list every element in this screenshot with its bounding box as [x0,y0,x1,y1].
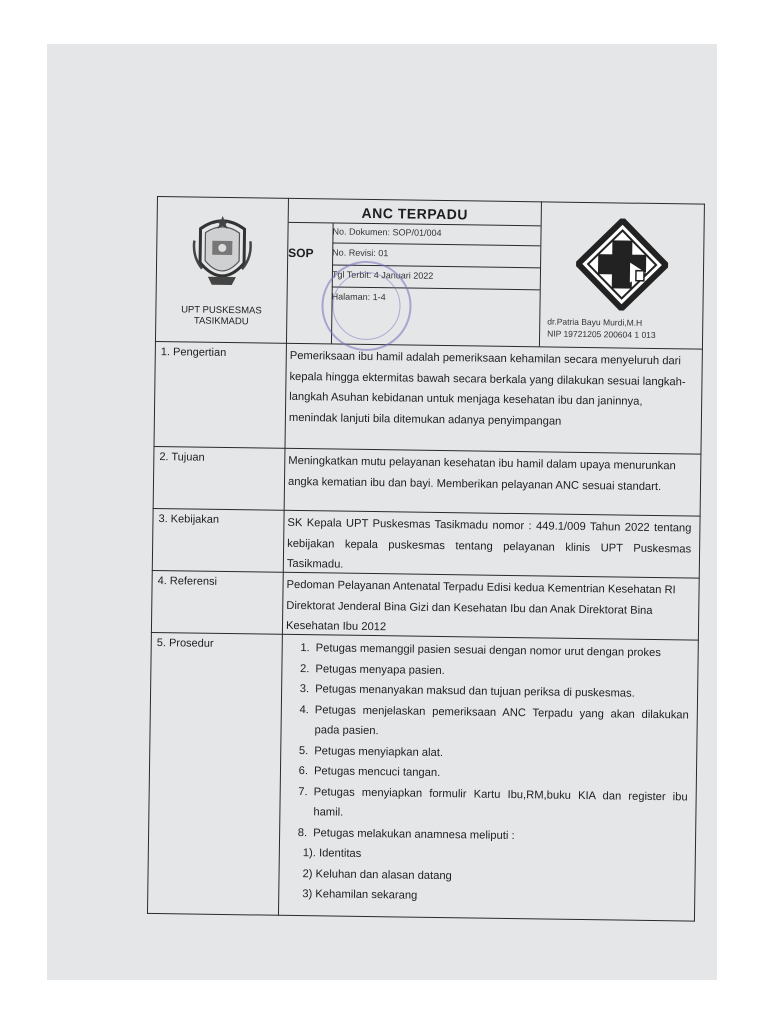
official-stamp [321,260,412,351]
label-prosedur: 5. Prosedur [156,637,214,650]
label-tujuan: 2. Tujuan [159,451,205,464]
sub-item: 2) Keluhan dan alasan datang [302,867,452,882]
procedure-list [282,638,690,910]
list-item: 1. Petugas memanggil pasien sesuai dengan nomor urut dengan prokes [300,642,661,660]
tgl-terbit: Tgl Terbit: 4 Januari 2022 [331,269,434,281]
list-item: 4. Petugas menjelaskan pemeriksaan ANC Terpadu yang akan dilakukan pada pasien. [299,703,689,738]
label-referensi: 4. Referensi [157,575,218,588]
scanned-page [47,44,717,980]
list-item: 2. Petugas menyapa pasien. [299,662,445,677]
no-dokumen: No. Dokumen: SOP/01/004 [332,226,442,238]
list-item: 7. Petugas menyiapkan formulir Kartu Ibu,RM,buku KIA dan register ibu hamil. [298,785,688,819]
coat-of-arms-logo [190,210,255,293]
document-title: ANC TERPADU [361,204,469,223]
text-pengertian: Pemeriksaan ibu hamil adalah pemeriksaan kehamilan secara menyeluruh dari kepala hingga ektermitas bawah secara berkala yang dilakukan sesuai langkah-langkah Asuhan kebidanan untuk menjaga kesehatan ibu dan janinnya, menindak lanjuti bila ditemukan adanya penyimpangan [288,349,686,428]
sop-document [147,196,705,922]
sub-item: 1). Identitas [302,847,362,860]
puskesmas-cross-logo [575,218,668,311]
no-revisi: No. Revisi: 01 [332,247,389,259]
list-item: 3. Petugas menanyakan maksud dan tujuan periksa di puskesmas. [299,683,635,700]
list-item: 8. Petugas melakukan anamnesa meliputi : [297,826,515,842]
sub-item: 3) Kehamilan sekarang [302,888,418,902]
text-kebijakan: SK Kepala UPT Puskesmas Tasikmadu nomor : 449.1/009 Tahun 2022 tentang kebijakan kepala puskesmas tentang pelayanan klinis UPT Puskesmas Tasikmadu. [286,516,692,571]
list-item: 6. Petugas mencuci tangan. [298,765,441,780]
list-item: 5. Petugas menyiapkan alat. [298,744,444,759]
label-kebijakan: 3. Kebijakan [158,513,220,526]
text-tujuan: Meningkatkan mutu pelayanan kesehatan ibu hamil dalam upaya menurunkan angka kematian ibu dan bayi. Memberikan pelayanan ANC sesuai standart. [287,454,676,493]
signer-block: dr.Patria Bayu Murdi,M.H NIP 19721205 200604 1 013 [547,316,656,340]
label-pengertian: 1. Pengertian [160,346,227,359]
organization-name: UPT PUSKESMAS TASIKMADU [181,304,262,328]
text-referensi: Pedoman Pelayanan Antenatal Terpadu Edisi kedua Kementrian Kesehatan RI Direktorat Jenderal Bina Gizi dan Kesehatan Ibu dan Anak Direktorat Bina Kesehatan Ibu 2012 [285,578,676,634]
halaman: Halaman: 1-4 [331,291,386,303]
sop-label: SOP [288,245,314,261]
